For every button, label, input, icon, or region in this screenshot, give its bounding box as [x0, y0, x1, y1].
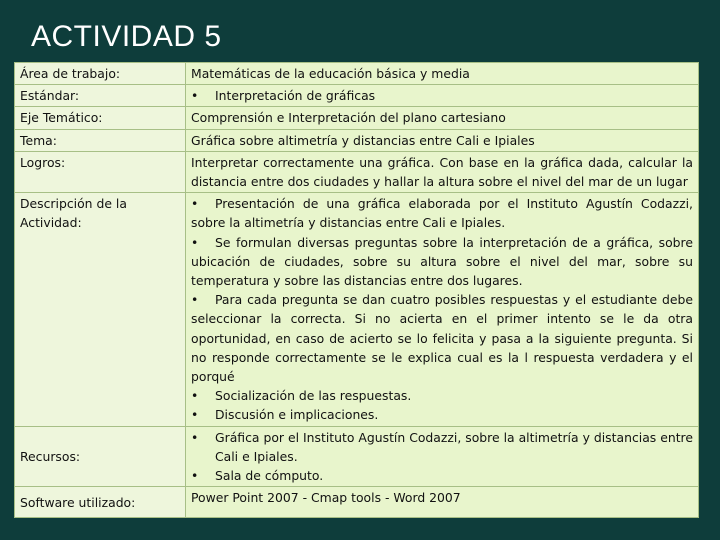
table-row — [15, 85, 699, 107]
table-row — [15, 193, 699, 426]
row-label: Área de trabajo: — [15, 63, 186, 85]
row-value: Matemáticas de la educación básica y media — [186, 63, 699, 85]
bullet-icon: • — [191, 407, 199, 423]
item-text: Se formulan diversas preguntas sobre la interpretación de a gráfica, sobre ubicación de ciudades, sobre su altura sobre el nivel del mar, sobre su temperatura y sobre las distancias entre dos lugares. — [191, 234, 693, 289]
row-label: Recursos: — [15, 426, 186, 487]
page-title: ACTIVIDAD 5 — [31, 20, 222, 53]
row-label: Logros: — [15, 151, 186, 192]
bullet-icon: • — [191, 88, 199, 104]
row-value — [186, 193, 699, 426]
table-row — [15, 151, 699, 192]
row-value — [186, 426, 699, 487]
row-label: Software utilizado: — [15, 487, 186, 518]
row-label: Tema: — [15, 129, 186, 151]
table-row — [15, 129, 699, 151]
bullet-icon: • — [191, 468, 199, 484]
row-value — [186, 85, 699, 107]
bullet-icon: • — [191, 292, 199, 308]
activity-table — [14, 62, 699, 518]
bullet-icon: • — [191, 388, 199, 404]
table-row — [15, 107, 699, 129]
item-text: Discusión e implicaciones. — [215, 407, 379, 423]
table-row — [15, 426, 699, 487]
list-item — [191, 233, 693, 291]
row-label: Descripción de la Actividad: — [15, 193, 186, 426]
row-label: Estándar: — [15, 85, 186, 107]
item-text: Socialización de las respuestas. — [215, 388, 412, 404]
list-item — [191, 194, 693, 232]
row-value: Power Point 2007 - Cmap tools - Word 2007 — [186, 487, 699, 518]
bullet-icon: • — [191, 234, 199, 250]
table-row — [15, 487, 699, 518]
bullet-icon: • — [191, 196, 199, 212]
row-text: Interpretación de gráficas — [215, 88, 376, 104]
list-item — [191, 386, 693, 405]
table-row — [15, 63, 699, 85]
list-item — [191, 290, 693, 386]
item-text: Gráfica por el Instituto Agustín Codazzi, sobre la altimetría y distancias entre Cali e Ipiales. — [215, 429, 693, 464]
item-text: Sala de cómputo. — [215, 468, 324, 484]
list-item — [191, 428, 693, 466]
row-value: Interpretar correctamente una gráfica. Con base en la gráfica dada, calcular la distancia entre dos ciudades y hallar la altura sobre el nivel del mar de un lugar — [186, 151, 699, 192]
row-label: Eje Temático: — [15, 107, 186, 129]
bullet-icon: • — [191, 429, 199, 445]
row-value: Comprensión e Interpretación del plano cartesiano — [186, 107, 699, 129]
list-item — [191, 466, 693, 485]
item-text: Presentación de una gráfica elaborada por el Instituto Agustín Codazzi, sobre la altimetría y distancias entre Cali e Ipiales. — [191, 196, 693, 231]
item-text: Para cada pregunta se dan cuatro posibles respuestas y el estudiante debe seleccionar la correcta. Si no acierta en el primer intento se le da otra oportunidad, en caso de acierto se lo felicita y pasa a la siguiente pregunta. Si no responde correctamente se le explica cual es la l respuesta verdadera y el porqué — [191, 292, 693, 385]
list-item — [191, 405, 693, 424]
row-value: Gráfica sobre altimetría y distancias entre Cali e Ipiales — [186, 129, 699, 151]
